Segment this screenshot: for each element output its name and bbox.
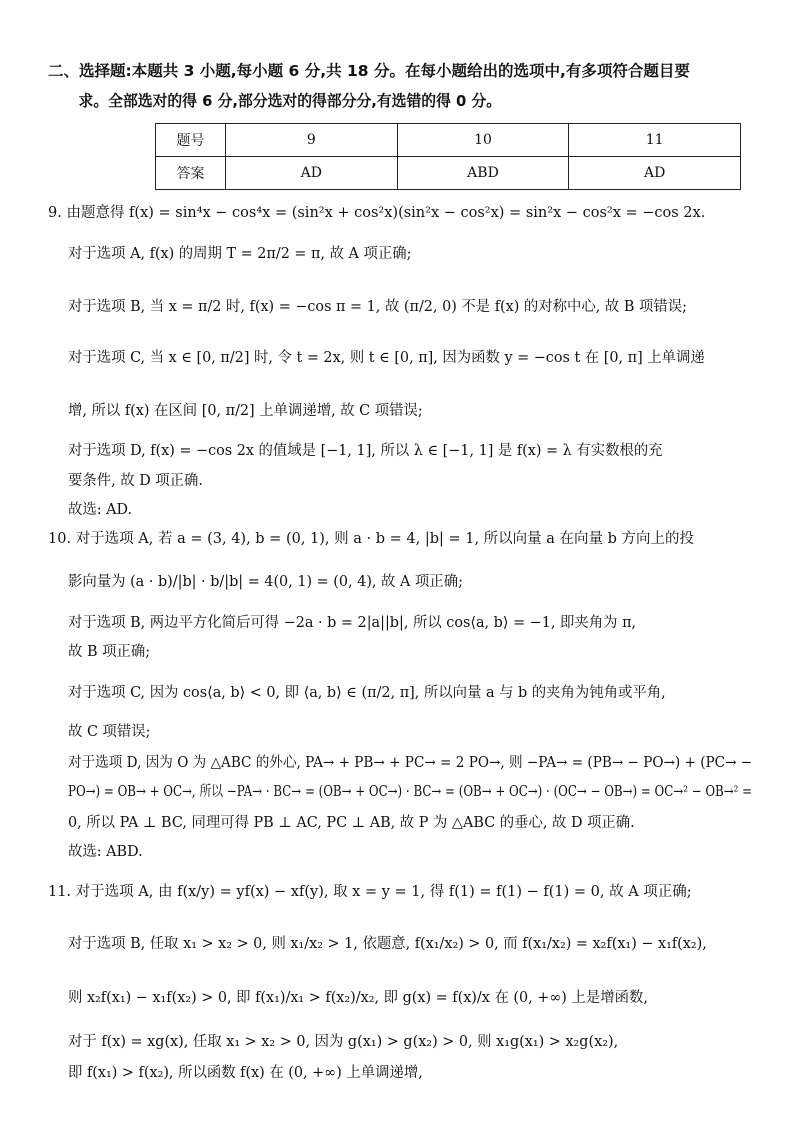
question-number-cell: 9: [226, 124, 398, 157]
answer-cell: ABD: [397, 157, 569, 190]
q9-option-a: 对于选项 A, f(x) 的周期 T = 2π/2 = π, 故 A 项正确;: [68, 246, 412, 262]
answer-cell: AD: [569, 157, 741, 190]
q10-option-d: 对于选项 D, 因为 O 为 △ABC 的外心, PA→ + PB→ + PC→ = 2 PO→, 则 −PA→ = (PB→ − PO→) + (PC→ −: [68, 755, 753, 771]
q9-option-d: 对于选项 D, f(x) = −cos 2x 的值域是 [−1, 1], 所以 λ ∈ [−1, 1] 是 f(x) = λ 有实数根的充: [68, 443, 663, 459]
table-row: [156, 124, 741, 157]
q11-option-b-cont-2: 对于 f(x) = xg(x), 任取 x₁ > x₂ > 0, 因为 g(x₁) > g(x₂) > 0, 则 x₁g(x₁) > x₂g(x₂),: [68, 1034, 619, 1050]
answer-table: [155, 123, 741, 190]
q9-conclusion: 故选: AD.: [68, 502, 133, 518]
q11-option-b-cont: 则 x₂f(x₁) − x₁f(x₂) > 0, 即 f(x₁)/x₁ > f(x₂)/x₂, 即 g(x) = f(x)/x 在 (0, +∞) 上是增函数,: [68, 990, 648, 1006]
heading-line-2: 求。全部选对的得 6 分,部分选对的得部分分,有选错的得 0 分。: [78, 92, 502, 110]
q11-line: 11. 对于选项 A, 由 f(x/y) = yf(x) − xf(y), 取 x = y = 1, 得 f(1) = f(1) − f(1) = 0, 故 A 项正确;: [48, 884, 692, 900]
q10-option-c: 对于选项 C, 因为 cos⟨a, b⟩ < 0, 即 ⟨a, b⟩ ∈ (π/2, π], 所以向量 a 与 b 的夹角为钝角或平角,: [68, 685, 666, 701]
table-header-label: 题号: [156, 124, 226, 157]
q9-option-b: 对于选项 B, 当 x = π/2 时, f(x) = −cos π = 1, 故 (π/2, 0) 不是 f(x) 的对称中心, 故 B 项错误;: [68, 299, 687, 315]
question-number-cell: 11: [569, 124, 741, 157]
question-number-cell: 10: [397, 124, 569, 157]
q10-option-d-cont-2: 0, 所以 PA ⊥ BC, 同理可得 PB ⊥ AC, PC ⊥ AB, 故 P 为 △ABC 的垂心, 故 D 项正确.: [68, 815, 635, 831]
q10-conclusion: 故选: ABD.: [68, 844, 143, 860]
q10-option-d-cont: PO→) = OB→ + OC→, 所以 −PA→ · BC→ = (OB→ + OC→) · BC→ = (OB→ + OC→) · (OC→ − OB→) = OC→² − OB→² =: [68, 784, 753, 800]
q9-option-d-cont: 要条件, 故 D 项正确.: [68, 473, 203, 489]
section-heading: [48, 56, 760, 116]
q10-line: 10. 对于选项 A, 若 a = (3, 4), b = (0, 1), 则 a · b = 4, |b| = 1, 所以向量 a 在向量 b 方向上的投: [48, 531, 695, 547]
q9-option-c-cont: 增, 所以 f(x) 在区间 [0, π/2] 上单调递增, 故 C 项错误;: [68, 403, 423, 419]
q10-option-a-cont: 影向量为 (a · b)/|b| · b/|b| = 4(0, 1) = (0, 4), 故 A 项正确;: [68, 574, 463, 590]
q10-option-b-cont: 故 B 项正确;: [68, 644, 151, 660]
q9-option-c: 对于选项 C, 当 x ∈ [0, π/2] 时, 令 t = 2x, 则 t ∈ [0, π], 因为函数 y = −cos t 在 [0, π] 上单调递: [68, 350, 705, 366]
heading-line-1: 二、选择题:本题共 3 小题,每小题 6 分,共 18 分。在每小题给出的选项中,有多项符合题目要: [48, 62, 690, 80]
q10-option-b: 对于选项 B, 两边平方化简后可得 −2a · b = 2|a||b|, 所以 cos⟨a, b⟩ = −1, 即夹角为 π,: [68, 615, 637, 631]
q11-option-b: 对于选项 B, 任取 x₁ > x₂ > 0, 则 x₁/x₂ > 1, 依题意, f(x₁/x₂) > 0, 而 f(x₁/x₂) = x₂f(x₁) − x₁f(x₂),: [68, 936, 707, 952]
q9-line: 9. 由题意得 f(x) = sin⁴x − cos⁴x = (sin²x + cos²x)(sin²x − cos²x) = sin²x − cos²x = −cos 2x.: [48, 205, 706, 221]
answer-cell: AD: [226, 157, 398, 190]
table-answer-label: 答案: [156, 157, 226, 190]
table-row: [156, 157, 741, 190]
q11-option-b-cont-3: 即 f(x₁) > f(x₂), 所以函数 f(x) 在 (0, +∞) 上单调递增,: [68, 1065, 423, 1081]
q10-option-c-cont: 故 C 项错误;: [68, 724, 151, 740]
